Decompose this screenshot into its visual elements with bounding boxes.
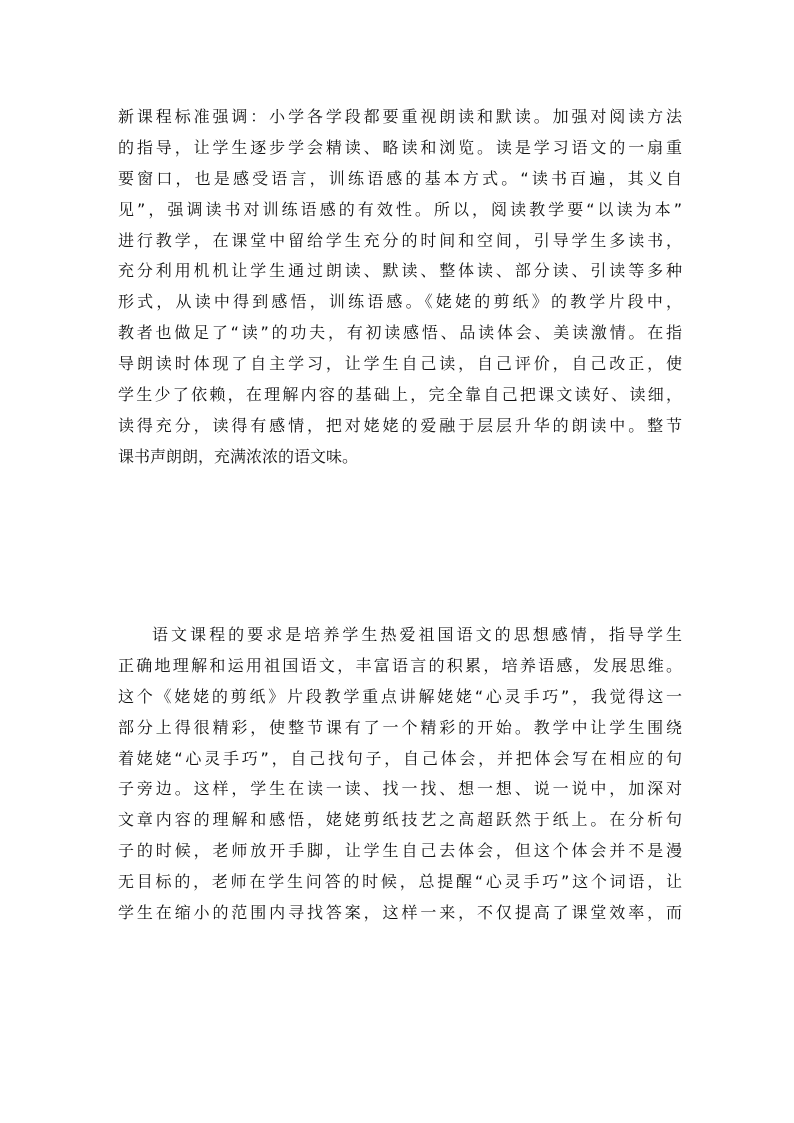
paragraph-line: 新课程标准强调：小学各学段都要重视朗读和默读。加强对阅读方法 [118,107,682,126]
paragraph-line: 学生在缩小的范围内寻找答案，这样一来，不仅提高了课堂效率，而 [118,903,682,923]
paragraph-line: 要窗口，也是感受语言，训练语感的基本方式。“读书百遍，其义自 [118,168,682,188]
paragraph-line: 形式，从读中得到感悟，训练语感。《姥姥的剪纸》的教学片段中， [118,292,682,312]
paragraph-line: 课书声朗朗，充满浓浓的语文味。 [118,446,359,466]
paragraph-line: 教者也做足了“读”的功夫，有初读感悟、品读体会、美读激情。在指 [118,323,682,343]
paragraph-line: 读得充分，读得有感情，把对姥姥的爱融于层层升华的朗读中。整节 [118,415,682,435]
paragraph-line: 着姥姥“心灵手巧”，自己找句子，自己体会，并把体会写在相应的句 [118,748,682,768]
paragraph-line: 这个《姥姥的剪纸》片段教学重点讲解姥姥“心灵手巧”，我觉得这一 [118,686,682,706]
paragraph-line: 见”，强调读书对训练语感的有效性。所以，阅读教学要“以读为本” [118,199,682,219]
paragraph-line: 导朗读时体现了自主学习，让学生自己读，自己评价，自己改正，使 [118,354,682,374]
paragraph-line: 的指导，让学生逐步学会精读、略读和浏览。读是学习语文的一扇重 [118,137,682,157]
paragraph-line: 正确地理解和运用祖国语文，丰富语言的积累，培养语感，发展思维。 [118,655,682,675]
paragraph-line: 无目标的，老师在学生问答的时候，总提醒“心灵手巧”这个词语，让 [118,872,682,892]
paragraph-line: 学生少了依赖，在理解内容的基础上，完全靠自己把课文读好、读细， [118,385,682,405]
paragraph-line: 子的时候，老师放开手脚，让学生自己去体会，但这个体会并不是漫 [118,841,682,861]
paragraph-line: 文章内容的理解和感悟，姥姥剪纸技艺之高超跃然于纸上。在分析句 [118,810,682,830]
paragraph-line: 子旁边。这样，学生在读一读、找一找、想一想、说一说中，加深对 [118,779,682,799]
paragraph-line: 充分利用机机让学生通过朗读、默读、整体读、部分读、引读等多种 [118,261,682,281]
paragraph-line: 进行教学，在课堂中留给学生充分的时间和空间，引导学生多读书， [118,230,682,250]
paragraph-line: 部分上得很精彩，使整节课有了一个精彩的开始。教学中让学生围绕 [118,717,682,737]
paragraph-reading-methods [118,102,682,473]
paragraph-curriculum-requirements [118,620,682,929]
paragraph-line: 语文课程的要求是培养学生热爱祖国语文的思想感情，指导学生 [152,625,682,644]
